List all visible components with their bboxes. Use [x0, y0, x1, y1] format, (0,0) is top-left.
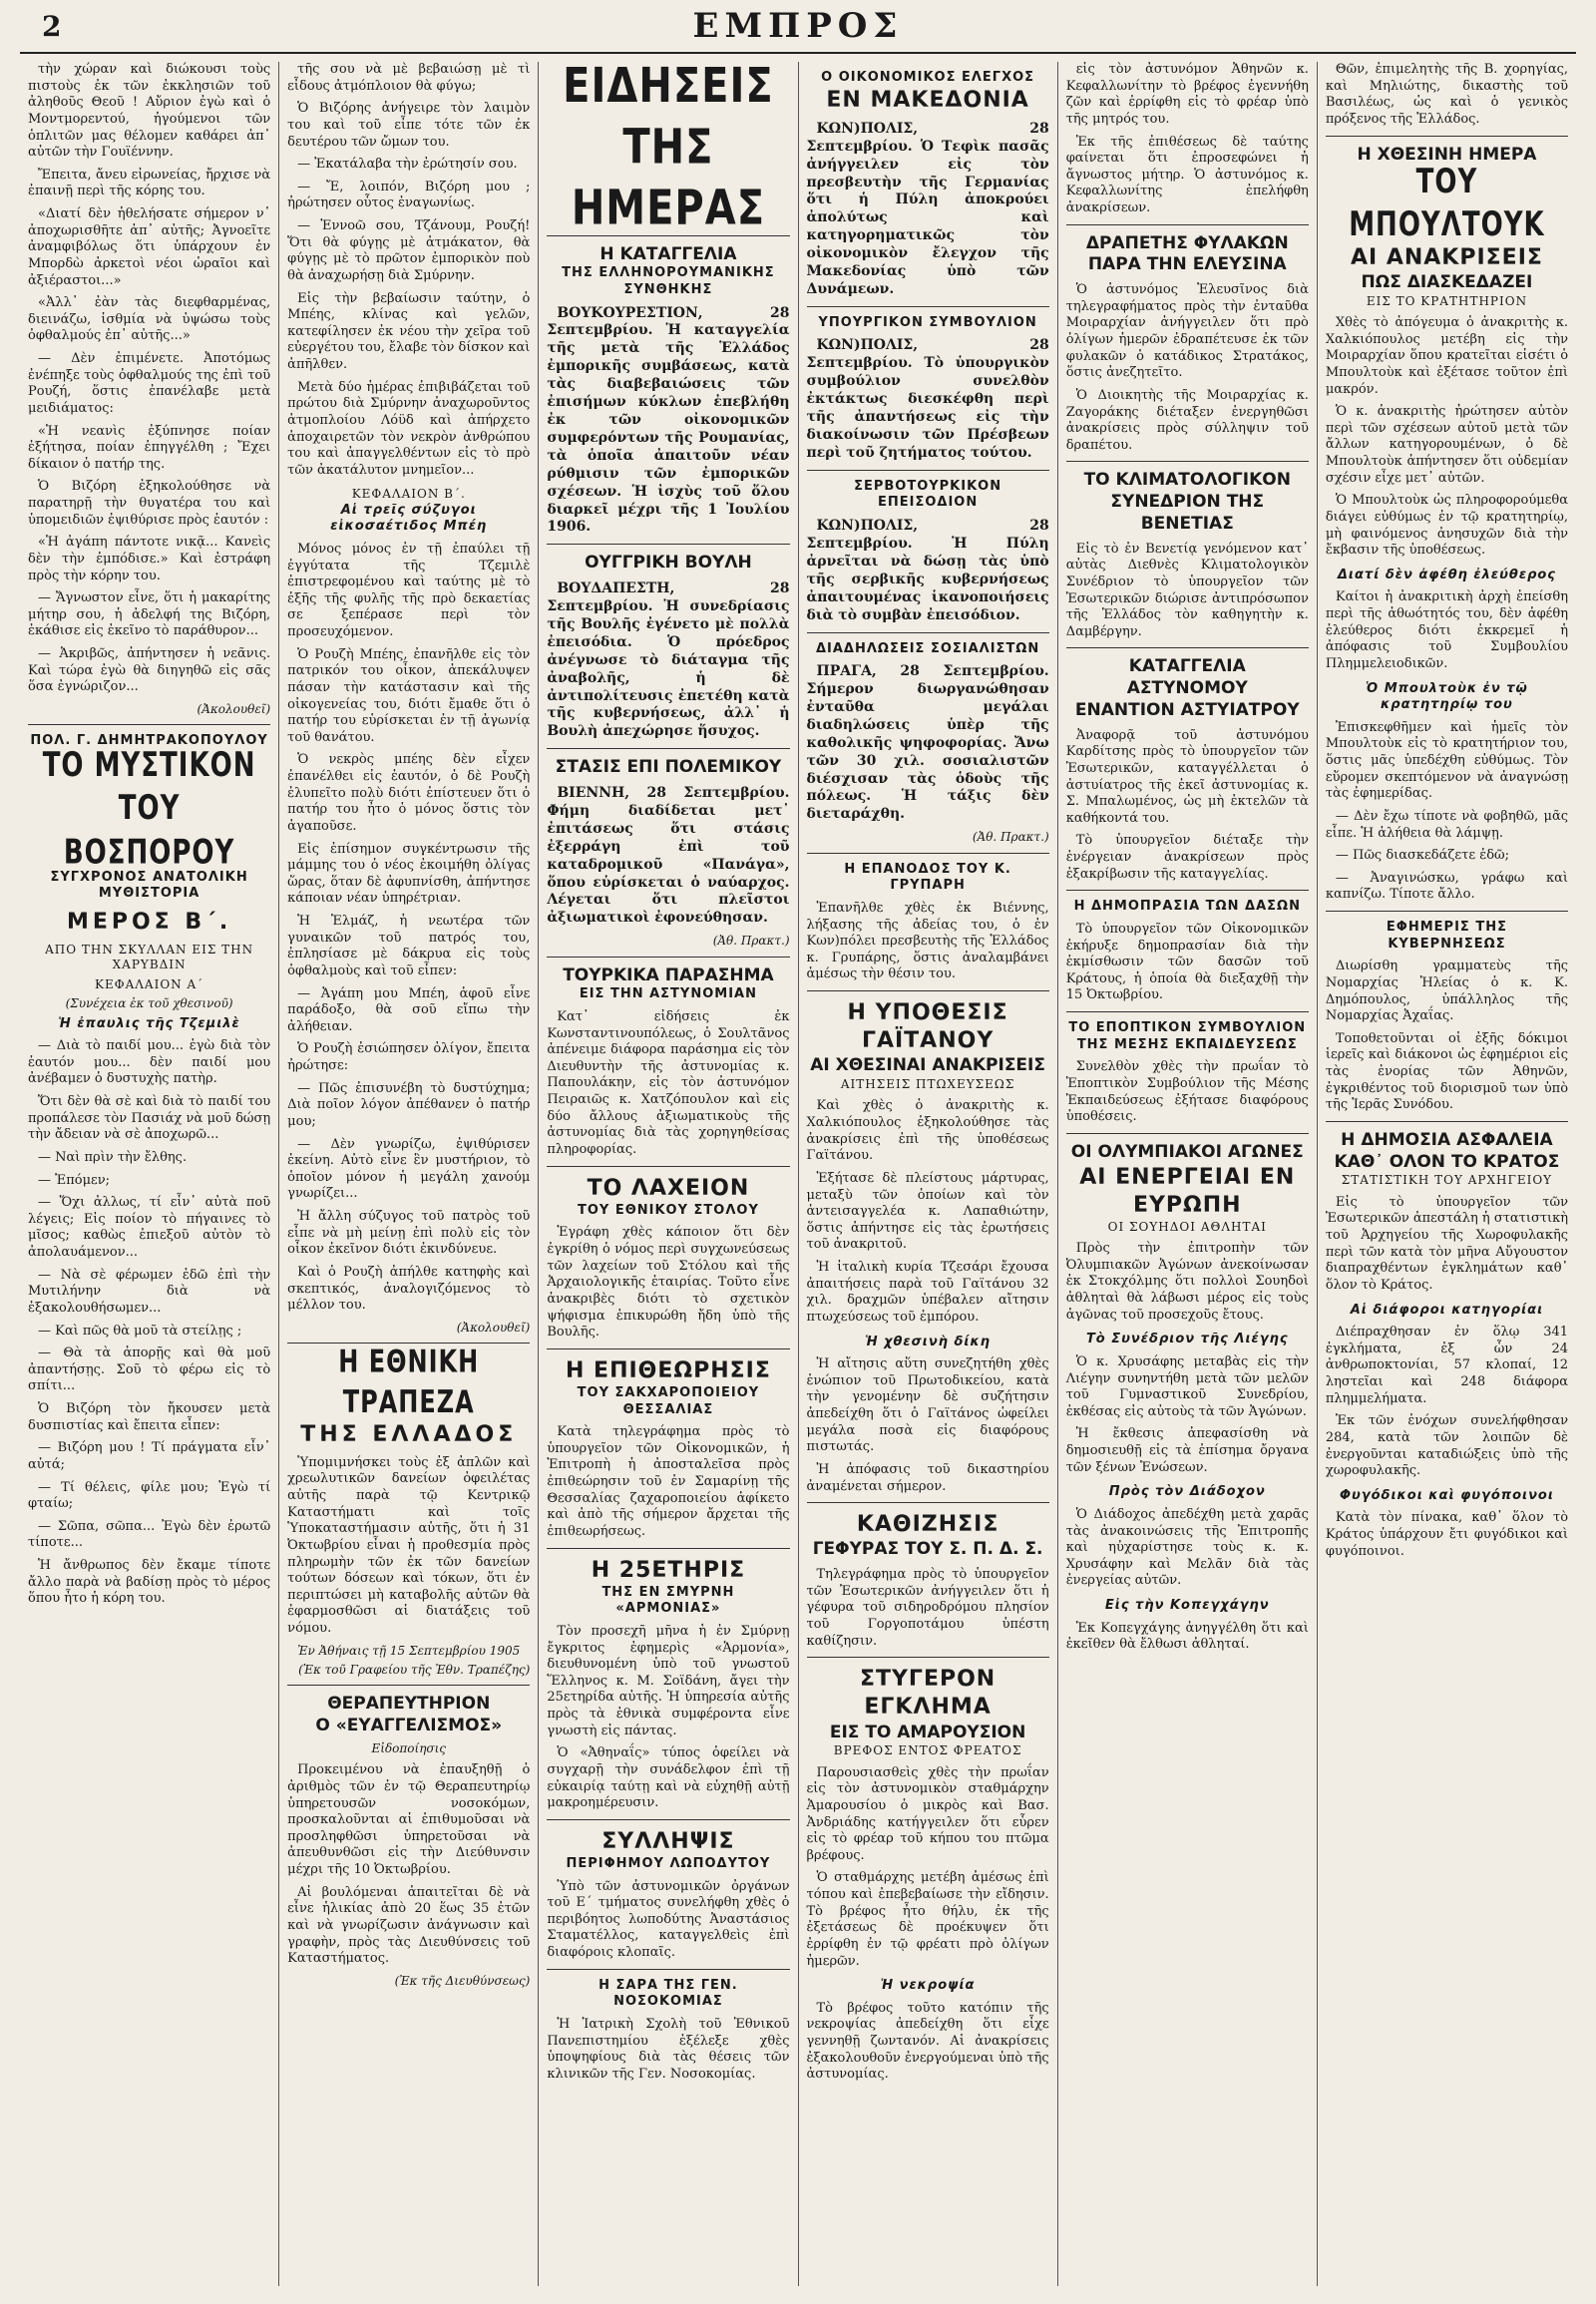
news-banner [547, 62, 789, 237]
paragraph: Ὁ Ρουζὴ Μπέης, ἐπανῆλθε εἰς τὸν πατρικόν του οἶκον, ἀπεκάλυψεν πάσαν τὴν κατάστασιν καὶ τῆς οἰκογενείας του, διότι ἔμαθε ὅτι ὁ πατήρ του εὑρίσκεται ἐν τῇ ἀγωνίᾳ τοῦ θανάτου. [287, 646, 531, 745]
article-subtitle: ΑΙ ΑΝΑΚΡΙΣΕΙΣ [1350, 244, 1543, 270]
bank-signature: (Ἐκ τοῦ Γραφείου τῆς Ἐθν. Τραπέζης) [298, 1663, 531, 1678]
paragraph: Ἡ ἰταλικὴ κυρία Τζεσάρι ἔχουσα ἀπαιτήσεις παρὰ τοῦ Γαϊτάνου 32 χιλ. δραχμῶν ὑπέβαλεν αἴτησιν πτωχεύσεως τοῦ ἐμπόρου. [806, 1260, 1049, 1325]
article-heading [807, 479, 1049, 512]
paragraph: — Ναὶ πρὶν τὴν ἔλθης. [38, 1149, 188, 1165]
article-title: ΤΟΥΡΚΙΚΑ ΠΑΡΑΣΗΜΑ [563, 964, 774, 985]
paragraph: — Ἀκριβῶς, ἀπήντησεν ἡ νεᾶνις. Καὶ τώρα ἐγὼ θὰ διηγηθῶ εἰς σᾶς ὅσα ἐγνώριζον... [28, 646, 271, 695]
paragraph: Ὁ ἀστυνόμος Ἐλευσῖνος διὰ τηλεγραφήματος πρὸς τὴν ἐνταῦθα Μοιραρχίαν ἀνήγγειλεν ὅτι πρὸ ὀλίγων ἡμερῶν ἐδραπέτευσε ἐκ τῶν φυλακῶν ὁ κατάδικος Στρατάκος, ὅστις ἀνεζητεῖτο. [1065, 282, 1309, 381]
column-2 [279, 62, 539, 2286]
paragraph: Ἐπανῆλθε χθὲς ἐκ Βιέννης, λήξασης τῆς ἀδείας του, ὁ ἐν Κων)πόλει πρεσβευτὴς τῆς Ἑλλάδος κ. Γρυπάρης, ὅστις ἀναλαμβάνει ἀμέσως τὴν θέσιν του. [806, 900, 1049, 982]
paragraph: Τοποθετοῦνται οἱ ἐξῆς δόκιμοι ἱερεῖς καὶ διάκονοι ὡς ἐφημέριοι εἰς τὰς ἐνορίας τῶν Ἀθηνῶν, ἐγκριθέντος τοῦ διορισμοῦ των ὑπὸ τῆς Ἱερᾶς Συνόδου. [1325, 1030, 1569, 1113]
article-text: Ὁ Τεφὶκ πασᾶς ἀνήγγειλεν εἰς τὸν πρεσβευτὴν τῆς Γερμανίας ὅτι ἡ Πύλη ἀποκρούει ἀπολύτως καὶ κατηγορηματικῶς τὸν οἰκονομικὸν ἔλεγχον τῆς Μακεδονίας ὑπὸ τῶν Δυνάμεων. [806, 138, 1049, 297]
article-heading [547, 965, 789, 1003]
article-text: Σήμερον διωργανώθησαν ἐνταῦθα μεγάλαι διαδηλώσεις ὑπὲρ τῆς καθολικῆς ψηφοφορίας. Ἄνω τῶν 30 χιλ. σοσιαλιστῶν διέσχισαν τὰς ὁδοὺς τῆς πόλεως. Ἡ τάξις δὲν διεταράχθη. [806, 681, 1049, 823]
article-heading [807, 1511, 1049, 1561]
article-text: Ἡ συνεδρίασις τῆς Βουλῆς ἐγένετο μὲ πολλὰ ἐπεισόδια. Ὁ πρόεδρος ἀνέγνωσε τὸ διάταγμα τῆς ἀναβολῆς, ἡ δὲ ἀντιπολίτευσις ἐπετέθη κατὰ τῆς κυβερνήσεως, ἀλλ᾽ ἡ Βουλὴ ἀπεχώρησε ἥσυχος. [547, 598, 790, 740]
paragraph: Εἰς τὸ ἐν Βενετίᾳ γενόμενον κατ᾽ αὐτὰς Διεθνὲς Κλιματολογικὸν Συνέδριον τὸ ὑπουργεῖον τῶν Ἐσωτερικῶν διώρισε ἀντιπρόσωπον τῆς Ἑλλάδος τὸν καθηγητὴν κ. Δαμβέργην. [1065, 541, 1309, 639]
paragraph: — Ἀγάπη μου Μπέη, ἀφοῦ εἶνε παράδοξο, θὰ σοῦ εἴπω τὴν ἀλήθειαν. [287, 985, 531, 1034]
paragraph: Ἡ ἔκθεσις ἀπεφασίσθη νὰ δημοσιευθῇ εἰς τὰ ἐπίσημα ὄργανα τῶν ξένων Ἑνώσεων. [1065, 1426, 1309, 1475]
article-heading [807, 641, 1049, 658]
article-title: Η ΔΗΜΟΠΡΑΣΙΑ ΤΩΝ ΔΑΣΩΝ [1073, 899, 1301, 915]
article-title: Η ΕΠΑΝΟΔΟΣ ΤΟΥ Κ. ΓΡΥΠΑΡΗ [844, 861, 1011, 894]
part-subtitle: ΑΠΟ ΤΗΝ ΣΚΥΛΛΑΝ ΕΙΣ ΤΗΝ ΧΑΡΥΒΔΙΝ [45, 943, 254, 972]
paragraph: — Ἐννοῶ σου, Τζάνουμ, Ρουζή! Ὅτι θὰ φύγῃς μὲ ἀτμάκατον, θὰ φύγῃς μὲ τὸ πρῶτον ἐμπορικὸν ποὺ θὰ ἀναχωρήσῃ διὰ Σμύρνην. [287, 218, 531, 283]
article-text: Τὸ ὑπουργικὸν συμβούλιον συνελθὸν ἐκτάκτως διεσκέφθη περὶ τῆς ἀπαντήσεως εἰς τὴν διακοίνωσιν τῶν Πρέσβεων περὶ τοῦ ζητήματος τούτου. [806, 355, 1049, 461]
paragraph: τῆς σου νὰ μὲ βεβαιώσῃ μὲ τὶ εἶδους ἀτμόπλοιον θὰ φύγω; [287, 62, 531, 94]
paragraph: Κατ᾽ εἰδήσεις ἐκ Κωνσταντινουπόλεως, ὁ Σουλτᾶνος ἀπένειμε διάφορα παράσημα εἰς τὸν Διευθυντὴν τῆς ἀστυνομίας κ. Παπουλάκην, εἰς τὸν ἀστυνόμον Πειραιῶς κ. Χατζόπουλον καὶ εἰς δύο ἄλλους ἀξιωματικοὺς τῆς ἀστυνομίας διὰ τὰς χορηγηθείσας πληροφορίας. [547, 1008, 790, 1157]
paragraph: — Ἐκατάλαβα τὴν ἐρώτησίν σου. [297, 157, 518, 173]
paragraph: — Σῶπα, σῶπα... Ἐγὼ δὲν ἐρωτῶ τίποτε... [28, 1518, 271, 1551]
source-note: (Ἀθ. Πρακτ.) [972, 830, 1049, 845]
paragraph: εἰς τὸν ἀστυνόμον Ἀθηνῶν κ. Κεφαλλωνίτην τὸ βρέφος ἐγεννήθη ζῶν καὶ ἐρρίφθη εἰς τὸ φρέαρ ὑπὸ τῆς μητρός του. [1065, 62, 1309, 127]
source-note: (Ἀθ. Πρακτ.) [712, 934, 790, 949]
paragraph: Ἡ ἄνθρωπος δὲν ἔκαμε τίποτε ἄλλο παρὰ νὰ βαδίσῃ πρὸς τὸ μέρος ὅπου ἦτο ἡ κόρη του. [28, 1558, 271, 1607]
article-title: ΔΙΑΔΗΛΩΣΕΙΣ ΣΟΣΙΑΛΙΣΤΩΝ [815, 640, 1040, 656]
column-4 [799, 62, 1058, 2286]
paragraph: Θῶν, ἐπιμελητὴς τῆς Β. χορηγίας, καὶ Μηλιώτης, δικαστὴς τοῦ Βασιλέως, ὡς καὶ ὁ γενικὸς πρόξενος τῆς Ἑλλάδος. [1325, 62, 1569, 127]
paragraph: Διέπραχθησαν ἐν ὅλῳ 341 ἐγκλήματα, ἐξ ὧν 24 ἀνθρωποκτονίαι, 57 κλοπαί, 12 ληστεῖαι καὶ 248 διάφορα πλημμελήματα. [1325, 1325, 1569, 1406]
column-1 [20, 62, 279, 2286]
paragraph [807, 663, 1049, 824]
paragraph: Ἐκ τῆς ἐπιθέσεως δὲ ταύτης φαίνεται ὅτι ἐπροσεφώνει ἡ ἄγνωστος μήτηρ. Ὁ ἀστυνόμος κ. Κεφαλλωνίτης ἐπελήφθη ἀνακρίσεων. [1065, 134, 1309, 215]
paragraph: Ἐκ Κοπεγχάγης ἀνηγγέλθη ὅτι καὶ ἐκεῖθεν θὰ ἔλθωσι ἀθληταί. [1065, 1620, 1309, 1653]
article-heading [547, 757, 789, 779]
paragraph: Μόνος μόνος ἐν τῇ ἐπαύλει τῇ ἐγγύτατα τῆς Τζεμιλὲ ἐπιστρεφομένου καὶ ταύτης μὲ τὸ ἐξῆς τῆς φυλῆς τῆς πρὸ δεκαετίας σε ξεπέρασε περὶ τὸν προσευχόμενον. [287, 541, 531, 640]
article-heading [807, 1666, 1049, 1758]
paragraph: Κατὰ τὸν πίνακα, καθ᾽ ὅλον τὸ Κράτος ὑπάρχουν ἔτι φυγόδικοι καὶ φυγόποινοι. [1325, 1510, 1569, 1559]
dateline: ΒΙΕΝΝΗ, 28 Σεπτεμβρίου. [557, 785, 790, 801]
divider [1066, 461, 1309, 462]
article-heading [807, 862, 1049, 895]
paragraph: Τὸ βρέφος τοῦτο κατόπιν τῆς νεκροψίας ἀπεδείχθη ὅτι εἶχε γεννηθῇ ζωντανόν. Αἱ ἀνακρίσεις ἐξακολουθοῦν ἐνεργούμεναι ὑπὸ τῆς ἀστυνομίας. [806, 2000, 1049, 2083]
paragraph: Παρουσιασθεὶς χθὲς τὴν πρωΐαν εἰς τὸν ἀστυνομικὸν σταθμάρχην Ἀμαρουσίου ὁ μικρὸς καὶ Βασ. Ἀνδριάδης κατήγγειλεν ὅτι εὗρεν εἰς τὸ φρέαρ τοῦ κήπου του πτῶμα βρέφους. [806, 1764, 1049, 1863]
paragraph: Ἐπισκεφθῆμεν καὶ ἡμεῖς τὸν Μπουλτοὺκ εἰς τὸ κρατητήριον του, ὅστις μᾶς ὑπεδέχθη εὐθύμως. Τὸν εὕρομεν σκεπτόμενον νὰ ἀναγνώσῃ τὰς ἐφημερίδας. [1325, 719, 1569, 802]
divider [547, 748, 789, 749]
paragraph: Ἡ Ἰατρικὴ Σχολὴ τοῦ Ἐθνικοῦ Πανεπιστημίου ἐξέλεξε χθὲς ὑποψηφίους διὰ τὰς θέσεις τῶν κλινικῶν τῆς Γεν. Νοσοκομίας. [547, 2016, 790, 2082]
divider [547, 1969, 789, 1970]
paragraph: Ὑπὸ τῶν ἀστυνομικῶν ὀργάνων τοῦ Ε΄ τμήματος συνελήφθη χθὲς ὁ περιβόητος λωποδύτης Ἀναστάσιος Σταματέλλος, καταγγελθεὶς ἐπὶ διαφόροις κλοπαῖς. [547, 1878, 790, 1961]
paragraph: «Ἡ ἀγάπη πάντοτε νικᾷ... Κανεὶς δὲν τὴν ἐμπόδισε.» Καὶ ἐστράφη πρὸς τὴν κόρην του. [28, 535, 271, 583]
paragraph: Ὁ νεκρὸς μπέης δὲν εἶχεν ἐπανέλθει εἰς ἑαυτόν, ὁ δὲ Ρουζὴ ἐλυπεῖτο πολὺ διότι ἐπίστευεν ὅτι ὁ πατήρ του ἦτο ὁ μόνος ὅστις τὸν ἀγαποῦσε. [287, 752, 531, 834]
article-subtitle: ΠΕΡΙΦΗΜΟΥ ΛΩΠΟΔΥΤΟΥ [566, 1855, 771, 1871]
article-title-large: ΤΟΥ ΜΠΟΥΛΤΟΥΚ [1349, 163, 1545, 245]
article-subtitle: ΠΑΡΑ ΤΗΝ ΕΛΕΥΣΙΝΑ [1087, 254, 1287, 275]
article-subtitle: ΣΥΝΕΔΡΙΟΝ ΤΗΣ ΒΕΝΕΤΙΑΣ [1110, 492, 1265, 534]
notice-heading [287, 1344, 530, 1449]
article-subtitle: ΕΙΣ ΤΗΝ ΑΣΤΥΝΟΜΙΑΝ [579, 986, 757, 1002]
divider [1066, 224, 1309, 225]
paragraph: Ὁ Μπουλτοὺκ ὡς πληροφορούμεθα διάγει εὐθύμως ἐν τῷ κρατητηρίῳ, μὴ φαινόμενος ἀνησυχῶν διὰ τὴν ἔκβασιν τῆς ὑποθέσεως. [1325, 493, 1569, 559]
article-title: Η 25ΕΤΗΡΙΣ [591, 1557, 746, 1583]
feuilleton-title: ΤΟ ΜΥΣΤΙΚΟΝ ΤΟΥ ΒΟΣΠΟΡΟΥ [42, 746, 256, 872]
paragraph: Προκειμένου νὰ ἐπαυξηθῇ ὁ ἀριθμὸς τῶν ἐν τῷ Θεραπευτηρίῳ ὑπηρετουσῶν νοσοκόμων, προσκαλοῦνται αἱ ἐπιθυμοῦσαι νὰ προσληφθῶσι ὑπηρετοῦσαι νὰ ἀπευθυνθῶσι εἰς τὴν Διεύθυνσιν μέχρι τῆς 10 Ὀκτωβρίου. [287, 1762, 531, 1878]
continuation-note: (Ἀκολουθεῖ) [197, 701, 271, 716]
inline-subheading: Διατί δὲν ἀφέθη ἐλεύθερος [1337, 567, 1557, 582]
article-heading [1066, 233, 1309, 277]
article-subtitle: ΑΙ ΧΘΕΣΙΝΑΙ ΑΝΑΚΡΙΣΕΙΣ [810, 1055, 1045, 1076]
chapter-heading [287, 487, 530, 536]
article-title: Η ΣΑΡΑ ΤΗΣ ΓΕΝ. ΝΟΣΟΚΟΜΙΑΣ [598, 1977, 738, 2010]
paragraph: Ὁ Βιζόρης ἀνήγειρε τὸν λαιμὸν του καὶ τοῦ εἶπε τότε τῶν ἐκ δευτέρου τῶν ὤμων του. [287, 101, 531, 150]
chapter-heading: ΚΕΦΑΛΑΙΟΝ Α΄ [95, 976, 204, 991]
article-subtitle: ΑΙΤΗΣΕΙΣ ΠΤΩΧΕΥΣΕΩΣ [840, 1077, 1015, 1092]
article-heading [547, 1557, 789, 1618]
masthead [20, 0, 1576, 54]
divider [807, 470, 1049, 471]
column-5 [1058, 62, 1318, 2286]
article-subtitle: ΣΤΑΤΙΣΤΙΚΗ ΤΟΥ ΑΡΧΗΓΕΙΟΥ [1341, 1173, 1553, 1188]
paragraph: Καὶ ὁ Ρουζὴ ἀπήλθε κατηφὴς καὶ σκεπτικός, ἀναλογιζόμενος τὸ μέλλον του. [287, 1264, 531, 1314]
article-title: ΤΟ ΕΠΟΠΤΙΚΟΝ ΣΥΜΒΟΥΛΙΟΝ [1068, 1020, 1307, 1035]
inline-subheading: Πρὸς τὸν Διάδοχον [1108, 1484, 1266, 1500]
paragraph: Ὅτι δὲν θὰ σὲ καὶ διὰ τὸ παιδί του προπάλεσε τὸν Πασιάχ νὰ μοῦ δώσῃ τὴν ἄδειαν νὰ σὲ ἀποχωρῶ... [28, 1094, 271, 1143]
article-text: Ἡ καταγγελία τῆς μετὰ τῆς Ἑλλάδος ἐμπορικῆς συμβάσεως, κατὰ τὰς διαβεβαιώσεις τῶν ἐπισήμων κύκλων ἐπεβλήθη ἐκ τῶν οἰκονομικῶν συμφερόντων τῆς Ρουμανίας, τὰ ὁποῖα ἀπαιτοῦν νέαν ρύθμισιν τῶν ἐμπορικῶν σχέσεων. Ἡ ἰσχὺς τοῦ ὅλου διαρκεῖ μέχρι τῆς 1 Ἰουλίου 1906. [547, 322, 790, 536]
paragraph: Καίτοι ἡ ἀνακριτικὴ ἀρχὴ ἐπείσθη περὶ τῆς ἀθωότητός του, δὲν ἀφέθη ἐλεύθερος διότι ἐκκρεμεῖ ἡ ἀπόφασις τοῦ Συμβουλίου Πλημμελειοδικῶν. [1325, 589, 1569, 671]
article-title: ΕΦΗΜΕΡΙΣ ΤΗΣ ΚΥΒΕΡΝΗΣΕΩΣ [1386, 920, 1507, 952]
dateline: ΚΩΝ)ΠΟΛΙΣ, 28 Σεπτεμβρίου. [806, 518, 1049, 552]
article-heading [547, 1978, 789, 2011]
article-subtitle: ΠΩΣ ΔΙΑΣΚΕΔΑΖΕΙ [1361, 271, 1533, 292]
paragraph [547, 785, 789, 928]
paragraph: Ὁ Ρουζὴ ἐσιώπησεν ὀλίγον, ἔπειτα ἠρώτησε: [287, 1041, 531, 1074]
article-title: Η ΥΠΟΘΕΣΙΣ ΓΑΪΤΑΝΟΥ [847, 1000, 1008, 1054]
paragraph [807, 518, 1049, 624]
paragraph: — Ὅχι ἀλλως, τί εἶν᾽ αὐτὰ ποῦ λέγεις; Εἰς ποίον τὸ πήγαινες τὸ μῖσος; καθὼς ἐπιεξοῦ αὐτὸν τὸ ἀπολαυάμενον... [28, 1195, 271, 1260]
article-heading [547, 244, 789, 299]
paragraph: «Διατί δὲν ἠθελήσατε σήμερον ν᾽ ἀποχωρισθῆτε ἀπ᾽ αὐτῆς; Ἀγνοεῖτε ἀναμφιβόλως ὅτι ὑπάρχουν ἐν Μπορδὼ ἀρκετοὶ νέοι ὡραῖοι καὶ ἀξιέραστοι...» [28, 206, 271, 288]
paragraph: — Πῶς διασκεδάζετε ἐδῶ; [1335, 848, 1510, 864]
article-title: ΟΙ ΟΛΥΜΠΙΑΚΟΙ ΑΓΩΝΕΣ [1070, 1141, 1304, 1162]
divider [1066, 890, 1309, 891]
article-title: ΚΑΘΙΖΗΣΙΣ [856, 1512, 999, 1538]
article-subtitle: ΒΡΕΦΟΣ ΕΝΤΟΣ ΦΡΕΑΤΟΣ [833, 1743, 1022, 1758]
paragraph: Ἡ ἀπόφασις τοῦ δικαστηρίου ἀναμένεται σήμερον. [806, 1461, 1049, 1494]
paragraph: Ἐκ τῶν ἐνόχων συνελήφθησαν 284, κατὰ τῶν λοιπῶν δὲ ἐνεργοῦνται καταδιώξεις ὑπὸ τῆς χωροφυλακῆς. [1325, 1413, 1569, 1479]
paragraph: — Διὰ τὸ παιδί μου... ἐγὼ διὰ τὸν ἑαυτόν μου... δὲν παιδί μου ἀνέβαμεν ὁ δυστυχὴς πατὴρ. [28, 1038, 271, 1087]
divider [547, 1819, 789, 1820]
article-title: ΔΡΑΠΕΤΗΣ ΦΥΛΑΚΩΝ [1085, 232, 1289, 253]
divider [1066, 1011, 1309, 1012]
paragraph: — Τί θέλεις, φίλε μου; Ἐγὼ τί φταίω; [28, 1479, 271, 1512]
article-subtitle: ΑΙ ΕΝΕΡΓΕΙΑΙ ΕΝ ΕΥΡΩΠΗ [1079, 1164, 1296, 1218]
bank-date: Ἐν Ἀθήναις τῇ 15 Σεπτεμβρίου 1905 [297, 1643, 521, 1658]
bank-subtitle: ΤΗΣ ΕΛΛΑΔΟΣ [300, 1421, 518, 1447]
paragraph [547, 580, 789, 741]
therapeuterion-signature: (Ἐκ τῆς Διευθύνσεως) [394, 1973, 531, 1988]
article-heading [807, 999, 1049, 1092]
paragraph: Ἡ Ἑλμάζ, ἡ νεωτέρα τῶν γυναικῶν τοῦ πατρός του, ἐπλησίασε μὲ δάκρυα εἰς τοὺς ὀφθαλμοὺς καὶ τοῦ εἶπεν: [287, 914, 531, 978]
dateline: ΒΟΥΚΟΥΡΕΣΤΙΟΝ, 28 Σεπτεμβρίου. [547, 304, 790, 339]
article-subtitle: ΚΑΘ᾽ ΟΛΟΝ ΤΟ ΚΡΑΤΟΣ [1334, 1151, 1560, 1172]
article-subtitle: ΤΟΥ ΣΑΚΧΑΡΟΠΟΙΕΙΟΥ ΘΕΣΣΑΛΙΑΣ [577, 1384, 760, 1417]
article-title: ΣΤΥΓΕΡΟΝ ΕΓΚΛΗΜΑ [859, 1667, 997, 1721]
inline-subheading: Τὸ Συνέδριον τῆς Λιέγης [1085, 1332, 1289, 1347]
article-title: ΣΤΑΣΙΣ ΕΠΙ ΠΟΛΕΜΙΚΟΥ [555, 757, 782, 778]
article-heading [1326, 145, 1568, 310]
article-title: ΚΑΤΑΓΓΕΛΙΑ ΑΣΤΥΝΟΜΟΥ [1126, 656, 1248, 699]
chapter-number: ΚΕΦΑΛΑΙΟΝ Β΄. [351, 487, 466, 502]
page-number: 2 [42, 10, 62, 43]
paragraph: Εἰς τὴν βεβαίωσιν ταύτην, ὁ Μπέης, κλίνας καὶ γελῶν, κατεφίλησεν ἐκ νέου τὴν χεῖρα τοῦ εὐεργέτου του, ἔλαβε τὸν δίσκον καὶ ἀπῆλθεν. [287, 290, 531, 372]
paragraph: Ὁ Διάδοχος ἀπεδέχθη μετὰ χαρᾶς τὰς ἀνακοινώσεις τῆς Ἐπιτροπῆς καὶ ηὐχαρίστησε τοὺς κ. κ. Χρυσάφην καὶ Μελᾶν διὰ τὰς ἐνεργείας αὐτῶν. [1065, 1506, 1309, 1589]
columns [20, 62, 1576, 2286]
part-heading: ΜΕΡΟΣ Β΄. [66, 909, 232, 935]
paragraph [547, 305, 789, 538]
dateline: ΚΩΝ)ΠΟΛΙΣ, 28 Σεπτεμβρίου. [806, 337, 1049, 372]
paragraph: Μετὰ δύο ἡμέρας ἐπιβιβάζεται τοῦ πρώτου διὰ Σμύρνην ἀναχωροῦντος ἀτμοπλοίου Λόϋδ καὶ ἀπήρχετο ἀποχαιρετῶν τὸν νεκρὸν ἀνθρώπου του καὶ ἀπαγγελθέντων εἰς τὸ πρὸ τῶν ἀκατάλυτον μνημεῖον... [287, 379, 531, 478]
inline-subheading: Εἰς τὴν Κοπεγχάγην [1104, 1598, 1270, 1614]
divider [807, 1502, 1049, 1503]
article-text: Ἡ Πύλη ἀρνεῖται νὰ δώσῃ τὰς ὑπὸ τῆς σερβικῆς κυβερνήσεως ἀπαιτουμένας ἱκανοποιήσεις διὰ τὸ συμβὰν ἐπεισόδιον. [806, 535, 1049, 623]
divider [1326, 136, 1568, 137]
paragraph: Τὸ ὑπουργεῖον διέταξε τὴν ἐνέργειαν ἀνακρίσεων πρὸς ἐξακρίβωσιν τῆς καταγγελίας. [1065, 833, 1309, 882]
article-title: Ο ΟΙΚΟΝΟΜΙΚΟΣ ΕΛΕΓΧΟΣ [821, 70, 1035, 85]
article-heading [547, 1357, 789, 1418]
divider [807, 853, 1049, 854]
divider [1326, 1121, 1568, 1122]
dateline: ΠΡΑΓΑ, 28 Σεπτεμβρίου. [816, 663, 1049, 680]
article-subtitle: ΕΝ ΜΑΚΕΔΟΝΙΑ [826, 87, 1029, 113]
article-subtitle: ΤΗΣ ΕΛΛΗΝΟΡΟΥΜΑΝΙΚΗΣ ΣΥΝΘΗΚΗΣ [562, 265, 775, 297]
paragraph: Ἔπειτα, ἄνευ εἰρωνείας, ἤρχισε νὰ ἐπαινῇ περὶ τῆς κόρης του. [28, 167, 271, 199]
paragraph: Πρὸς τὴν ἐπιτροπὴν τῶν Ὀλυμπιακῶν Ἀγώνων ἀνεκοίνωσαν ἐκ Στοκχόλμης ὅτι πολλοὶ Σουηδοὶ ἀθληταὶ θὰ λάβωσι μέρος εἰς τοὺς ἀγῶνας τοῦ προσεχοῦς ἔτους. [1065, 1241, 1309, 1323]
divider [547, 1548, 789, 1549]
column-3 [539, 62, 798, 2286]
paragraph: Ὁ σταθμάρχης μετέβη ἀμέσως ἐπὶ τόπου καὶ ἐπεβεβαίωσε τὴν εἴδησιν. Τὸ βρέφος ἦτο θήλυ, ἐκ τῆς ἐξετάσεως δὲ προέκυψεν ὅτι ἐρρίφθη ἐν τῷ φρέατι πρὸ ὀλίγων ἡμερῶν. [806, 1870, 1049, 1969]
paragraph: Κατὰ τηλεγράφημα πρὸς τὸ ὑπουργεῖον τῶν Οἰκονομικῶν, ἡ Ἐπιτροπὴ ἡ ἀποσταλεῖσα πρὸς ἐπιθεώρησιν τοῦ ἐν Σαμαρίνῃ τῆς Θεσσαλίας ζαχαροποιείου ἀφίκετο καὶ ἀπὸ τῆς σήμερον ἄρχεται τῆς ἐπιθεωρήσεως. [547, 1424, 790, 1539]
divider [547, 1348, 789, 1349]
paragraph: Εἰς ἐπίσημον συγκέντρωσιν τῆς μάμμης του ὁ νέος ἐκοιμήθη ὀλίγας ὥρας, ὅταν δὲ ἀφυπνίσθη, ἀπήντησε κάποιαν νέαν ὑπηρέτριαν. [287, 841, 531, 907]
paragraph: — Πῶς ἐπισυνέβη τὸ δυστύχημα; Διὰ ποῖον λόγον ἀπέθανεν ὁ πατήρ μου; [287, 1080, 531, 1129]
continued-note: (Συνέχεια ἐκ τοῦ χθεσινοῦ) [65, 996, 233, 1011]
dateline: ΒΟΥΔΑΠΕΣΤΗ, 28 Σεπτεμβρίου. [547, 580, 790, 614]
paragraph: — Βιζόρη μου ! Τί πράγματα εἶν᾽ αὐτά; [28, 1440, 271, 1472]
paragraph: — Ἄγνωστον εἶνε, ὅτι ἡ μακαρίτης μήτηρ σου, ἡ ἀδελφή της Βιζόρη, ἐκάθισε εἰς ἐκεῖνο τὸ παράθυρον... [28, 590, 271, 639]
column-6 [1318, 62, 1576, 2286]
article-subtitle: ΤΗΣ ΜΕΣΗΣ ΕΚΠΑΙΔΕΥΣΕΩΣ [1076, 1036, 1298, 1052]
paragraph: — Ἀναγινώσκω, γράφω καὶ καπνίζω. Τίποτε ἄλλο. [1325, 870, 1569, 903]
article-heading [807, 70, 1049, 115]
article-subtitle: ΕΙΣ ΤΟ ΑΜΑΡΟΥΣΙΟΝ [829, 1722, 1026, 1742]
divider [1326, 911, 1568, 912]
paragraph: «Ἀλλ᾽ ἐὰν τὰς διεφθαρμένας, διεινάζω, ἰσθμία νὰ ὑψώσω τοὺς ὀφθαλμούς ἐπ᾽ αὐτῆς...» [28, 295, 271, 344]
divider [807, 632, 1049, 633]
divider [287, 1685, 530, 1686]
feuilleton-heading [28, 733, 270, 1032]
paragraph: Ἡ ἄλλη σύζυγος τοῦ πατρὸς τοῦ εἶπε νὰ μὴ μείνῃ ἐπὶ πολὺ εἰς τὸν οἶκον ἐκεῖνον διότι ἐκινδύνευε. [287, 1209, 531, 1258]
inline-subheading: Αἱ διάφοροι κατηγορίαι [1350, 1302, 1544, 1318]
article-title: Η ΕΠΙΘΕΩΡΗΣΙΣ [565, 1357, 771, 1383]
article-title: ΣΥΛΛΗΨΙΣ [601, 1828, 735, 1854]
main-headline: ΕΙΔΗΣΕΙΣ ΤΗΣ ΗΜΕΡΑΣ [563, 62, 774, 237]
paragraph: Ὁ κ. Χρυσάφης μεταβὰς εἰς τὴν Λιέγην συνηντήθη μετὰ τῶν μελῶν τοῦ Γυμναστικοῦ Συνεδρίου, ἐκθέσας εἰς αὐτοὺς τὰ τῶν Ἀγώνων. [1065, 1353, 1309, 1419]
chapter-title: Αἱ τρεῖς σύζυγοι εἰκοσαέτιδος Μπέη [330, 502, 488, 535]
paragraph: Τὸ ὑπουργεῖον τῶν Οἰκονομικῶν ἐκήρυξε δημοπρασίαν διὰ τὴν ἐκμίσθωσιν τῶν δασῶν τοῦ Κράτους, ἡ ὁποία θὰ διεξαχθῇ τὴν 15 Ὀκτωβρίου. [1065, 921, 1309, 1003]
divider [807, 1657, 1049, 1658]
divider [1066, 1133, 1309, 1134]
paragraph: Ὁ Βιζόρη τὸν ἤκουσεν μετὰ δυσπιστίας καὶ ἔπειτα εἶπεν: [28, 1401, 271, 1433]
inline-subheading: Ὁ Μπουλτοὺκ ἐν τῷ κρατητηρίῳ του [1366, 680, 1528, 713]
article-heading [547, 1828, 789, 1873]
article-text: Φήμη διαδίδεται μετ᾽ ἐπιτάσεως ὅτι στάσις ἐξερράγη ἐπὶ τοῦ καταδρομικοῦ «Πανάγα», ὅπου εὑρίσκεται ὁ ναύαρχος. Λέγεται ὅτι πλεῖστοι ἀξιωματικοὶ ἐφονεύθησαν. [547, 802, 790, 927]
article-heading [1326, 920, 1568, 953]
article-title: ΥΠΟΥΡΓΙΚΟΝ ΣΥΜΒΟΥΛΙΟΝ [818, 314, 1037, 330]
article-subtitle: ΓΕΦΥΡΑΣ ΤΟΥ Σ. Π. Δ. Σ. [812, 1539, 1043, 1560]
therapeuterion-title: ΘΕΡΑΠΕΥΤΗΡΙΟΝ [327, 1694, 491, 1715]
article-heading [1326, 1130, 1568, 1189]
paragraph: Ἐξήτασε δὲ πλείστους μάρτυρας, μεταξὺ τῶν ὁποίων καὶ τὸν ἀντεισαγγελέα κ. Λαπαθιώτην, ὅστις ἀπήντησε εἰς τὰς ἐρωτήσεις τοῦ ἀνακριτοῦ. [806, 1170, 1049, 1253]
paragraph: — Ἐπόμεν; [38, 1172, 111, 1188]
paragraph: Χθὲς τὸ ἀπόγευμα ὁ ἀνακριτὴς κ. Χαλκιόπουλος μετέβη εἰς τὴν Μοιραρχίαν ὅπου κρατεῖται εἰσέτι ὁ Μπουλτοὺκ καὶ ἐξέτασε τοῦτον ἐπὶ μακρόν. [1325, 315, 1569, 397]
paragraph [807, 121, 1049, 299]
paper-name: ΕΜΠΡΟΣ [692, 6, 904, 46]
paragraph: Εἰς τὸ ὑπουργεῖον τῶν Ἐσωτερικῶν ἀπεστάλη ἡ στατιστικὴ τοῦ Ἀρχηγείου τῆς Χωροφυλακῆς περὶ τῶν κατὰ τὸν μῆνα Αὔγουστον διαπραχθέντων ἐγκλημάτων καθ᾽ ὅλον τὸ Κράτος. [1325, 1194, 1569, 1293]
paragraph: Συνελθὸν χθὲς τὴν πρωΐαν τὸ Ἐποπτικὸν Συμβούλιον τῆς Μέσης Ἐκπαιδεύσεως ἐξήτασε διαφόρους ὑποθέσεις. [1065, 1059, 1309, 1125]
inline-subheading: Φυγόδικοι καὶ φυγόποινοι [1339, 1487, 1554, 1503]
paragraph: Ὁ Βιζόρη ἐξηκολούθησε νὰ παρατηρῇ τὴν θυγατέρα του καὶ ὑπομειδιῶν ἐψιθύρισε πρὸς ἑαυτόν : [28, 479, 271, 528]
feuilleton-author: ΠΟΛ. Γ. ΔΗΜΗΤΡΑΚΟΠΟΥΛΟΥ [30, 733, 268, 749]
article-subtitle: ΤΗΣ ΕΝ ΣΜΥΡΝΗ «ΑΡΜΟΝΙΑΣ» [601, 1584, 735, 1617]
continuation-note: (Ἀκολουθεῖ) [456, 1320, 531, 1335]
paragraph: — Ἔ, λοιπόν, Βιζόρη μου ; ἠρώτησεν οὗτος ἐναγωνίως. [287, 179, 531, 211]
paragraph: Ὁ Διοικητὴς τῆς Μοιραρχίας κ. Ζαγοράκης διέταξεν ἐνεργηθῶσι ἀνακρίσεις πρὸς σύλληψιν τοῦ δραπέτου. [1065, 387, 1309, 453]
article-heading [547, 553, 789, 575]
paragraph: Ἡ αἴτησις αὕτη συνεζητήθη χθὲς ἐνώπιον τοῦ Πρωτοδικείου, κατὰ τὴν γενομένην δὲ συζήτησιν ἀπεδείχθη ὅτι ὁ Γαϊτάνος ὠφείλει μεγάλα ποσὰ εἰς διαφόρους πιστωτάς. [806, 1356, 1049, 1455]
paragraph: τὴν χώραν καὶ διώκουσι τοὺς πιστοὺς ἐκ τῶν ἐκκλησιῶν τοῦ ἀληθοῦς Θεοῦ ! Αὔριον ἐγὼ καὶ ὁ Μοντμορεντού, ἠγούμενοι τῶν ὁπλιτῶν μας θέλομεν καθάρει ἀπ᾽ αὐτῶν τὴν Γουϊέννην. [28, 62, 271, 161]
article-subtitle: ΤΟΥ ΕΘΝΙΚΟΥ ΣΤΟΛΟΥ [577, 1202, 759, 1218]
article-subtitle: ΟΙ ΣΟΥΗΔΟΙ ΑΘΛΗΤΑΙ [1107, 1219, 1267, 1234]
paragraph: Διωρίσθη γραμματεὺς τῆς Νομαρχίας Ἠλείας ὁ κ. Κ. Δημόπουλος, ὑπάλληλος τῆς Νομαρχίας Ἀχαΐας. [1325, 959, 1569, 1024]
article-title: ΣΕΡΒΟΤΟΥΡΚΙΚΟΝ ΕΠΕΙΣΟΔΙΟΝ [854, 478, 1002, 511]
article-title: ΟΥΓΓΡΙΚΗ ΒΟΥΛΗ [585, 553, 752, 574]
article-heading [807, 315, 1049, 332]
article-heading [1066, 470, 1309, 535]
paragraph: Ἀναφορᾷ τοῦ ἀστυνόμου Καρδίτσης πρὸς τὸ ὑπουργεῖον τῶν Ἐσωτερικῶν, καταγγέλλεται ὁ ἀστυίατρος τῆς ἐκεῖ ἀστυνομίας κ. Σ. Μπαλωμένος, ὡς μὴ ἐκτελῶν τὰ καθήκοντά του. [1065, 727, 1309, 826]
chapter-title: Ἡ ἐπαυλις τῆς Τζεμιλὲ [58, 1015, 240, 1031]
divider [807, 306, 1049, 307]
article-title: Η ΚΑΤΑΓΓΕΛΙΑ [599, 243, 737, 264]
bank-title: Η ΕΘΝΙΚΗ ΤΡΑΠΕΖΑ [338, 1344, 480, 1420]
article-subtitle: ΕΙΣ ΤΟ ΚΡΑΤΗΤΗΡΙΟΝ [1366, 293, 1528, 308]
divider [28, 724, 270, 725]
inline-subheading: Ἡ νεκροψία [880, 1978, 976, 1994]
paragraph: Αἱ βουλόμεναι ἀπαιτεῖται δὲ νὰ εἶνε ἡλικίας ἀπὸ 20 ἕως 35 ἐτῶν καὶ νὰ γνωρίζωσιν ἀνάγνωσιν καὶ γραφὴν, πρὸς τὰς Διευθύνσεις τοῦ Καταστήματος. [287, 1884, 531, 1967]
divider [547, 1166, 789, 1167]
paragraph: «Ἡ νεανὶς ἐξύπνησε ποίαν ἐξήτησα, ποίαν ἐπηγγέλθη ; Ἔχει δίκαιον ὁ πατήρ της. [28, 423, 271, 472]
inline-subheading: Ἡ χθεσινὴ δίκη [865, 1334, 991, 1349]
article-heading [547, 1175, 789, 1220]
paragraph: Ὁ «Ἀθηναΐς» τύπος ὀφείλει νὰ συγχαρῇ τὴν συνάδελφον ἐπὶ τῇ εὐκαιρίᾳ ταύτῃ καὶ νὰ εὐχηθῇ αὐτῇ μακροημέρευσιν. [547, 1745, 790, 1811]
notice-label: Εἰδοποίησις [371, 1740, 447, 1755]
feuilleton-subtitle: ΣΥΓΧΡΟΝΟΣ ΑΝΑΤΟΛΙΚΗ ΜΥΘΙΣΤΟΡΙΑ [50, 869, 248, 902]
article-title: ΤΟ ΛΑΧΕΙΟΝ [587, 1175, 750, 1201]
paragraph: — Καὶ πῶς θὰ μοῦ τὰ στείλῃς ; [38, 1323, 242, 1339]
article-title: Η ΧΘΕΣΙΝΗ ΗΜΕΡΑ [1357, 144, 1537, 165]
paragraph: Ὑπομιμνήσκει τοὺς ἐξ ἀπλῶν καὶ χρεωλυτικῶν δανείων ὀφειλέτας αὐτῆς παρὰ τῷ Κεντρικῷ Καταστήματι καὶ τοῖς Ὑποκαταστήμασιν αὐτῆς, ὅτι ἡ 31 Ὀκτωβρίου εἶναι ἡ προθεσμία πρὸς πληρωμὴν τῶν ἐκ τῶν δανείων τούτων δόσεων καὶ τόκων, ὅτι ἐν περιπτώσει μὴ καταβολῆς αὐτῶν θὰ ἐφαρμοσθῶσι αἱ διατάξεις τοῦ νόμου. [287, 1454, 531, 1637]
notice-heading [287, 1694, 530, 1756]
paragraph: — Δὲν γνωρίζω, ἐψιθύρισεν ἐκείνη. Αὐτὸ εἶνε ἓν μυστήριον, τὸ ὁποῖον μόνον ἡ μεγάλη χανούμ γνωρίζει... [287, 1136, 531, 1202]
article-title: Η ΔΗΜΟΣΙΑ ΑΣΦΑΛΕΙΑ [1341, 1129, 1553, 1150]
therapeuterion-subtitle: Ο «ΕΥΑΓΓΕΛΙΣΜΟΣ» [315, 1716, 503, 1736]
article-heading [1066, 899, 1309, 916]
article-heading [1066, 1020, 1309, 1053]
article-title: ΤΟ ΚΛΙΜΑΤΟΛΟΓΙΚΟΝ [1083, 470, 1291, 491]
paragraph: — Θὰ τὰ ἀπορῇς καὶ θὰ μοῦ ἀπαντήσῃς. Σοῦ τὸ φέρω εἰς τὸ σπίτι... [28, 1345, 271, 1394]
paragraph: Τὸν προσεχῆ μῆνα ἡ ἐν Σμύρνῃ ἔγκριτος ἐφημερὶς «Ἁρμονία», διευθυνομένη ὑπὸ τοῦ γνωστοῦ Ἕλληνος κ. Μ. Σοϊδάνη, ἄγει τὴν 25ετηρίδα αὐτῆς. Ἡ ὑπηρεσία αὐτῆς πρὸς τὰ ἐθνικὰ συμφέροντα εἶνε γνωστὴ εἰς πάντας. [547, 1623, 790, 1738]
dateline: ΚΩΝ)ΠΟΛΙΣ, 28 Σεπτεμβρίου. [806, 120, 1049, 155]
paragraph: Ὁ κ. ἀνακριτὴς ἠρώτησεν αὐτὸν περὶ τῶν σχέσεων αὐτοῦ μετὰ τῶν ἄλλων κατηγορουμένων, ὁ δὲ Μπουλτοὺκ ἀπήντησεν ὅτι οὐδεμίαν σχέσιν εἶχε μετ᾽ αὐτῶν. [1325, 404, 1569, 486]
divider [807, 990, 1049, 991]
divider [547, 957, 789, 958]
paragraph: — Δὲν ἐπιμένετε. Ἀποτόμως ἐνέπηξε τοὺς ὀφθαλμούς της ἐπὶ τοῦ Ρουζή, ὅστις ἐπανέλαβε μετὰ μειδιάματος: [28, 351, 271, 416]
paragraph: Ἐγράφη χθὲς κάποιον ὅτι δὲν ἐγκρίθη ὁ νόμος περὶ συγχωνεύσεως τῶν λαχείων τοῦ Στόλου καὶ τῆς Ἀρχαιολογικῆς ἑταιρίας. Τοῦτο εἶνε ἀνακριβὲς διότι τὸ σχετικὸν ψήφισμα ἐπικυρώθη ἤδη ὑπὸ τῆς Βουλῆς. [547, 1225, 790, 1341]
article-heading [1066, 656, 1309, 721]
divider [1066, 647, 1309, 648]
article-heading [1066, 1142, 1309, 1235]
paragraph: Τηλεγράφημα πρὸς τὸ ὑπουργεῖον τῶν Ἐσωτερικῶν ἀνήγγειλεν ὅτι ἡ γέφυρα τοῦ σιδηροδρόμου πλησίον τοῦ Γοργοποτάμου ὑπέστη καθίζησιν. [806, 1567, 1049, 1649]
paragraph: Καὶ χθὲς ὁ ἀνακριτὴς κ. Χαλκιόπουλος ἐξηκολούθησε τὰς ἀνακρίσεις ἐπὶ τῆς ὑποθέσεως Γαϊτάνου. [806, 1098, 1049, 1164]
divider [547, 544, 789, 545]
paragraph [807, 337, 1049, 462]
paragraph: — Δὲν ἔχω τίποτε νὰ φοβηθῶ, μᾶς εἶπε. Ἡ ἀλήθεια θὰ λάμψῃ. [1325, 808, 1569, 841]
article-subtitle: ΕΝΑΝΤΙΟΝ ΑΣΤΥΙΑΤΡΟΥ [1074, 699, 1300, 720]
paragraph: — Νὰ σὲ φέρωμεν ἐδῶ ἐπὶ τὴν Μυτιλήνην διὰ νὰ ἐξακολουθήσωμεν... [28, 1267, 271, 1316]
